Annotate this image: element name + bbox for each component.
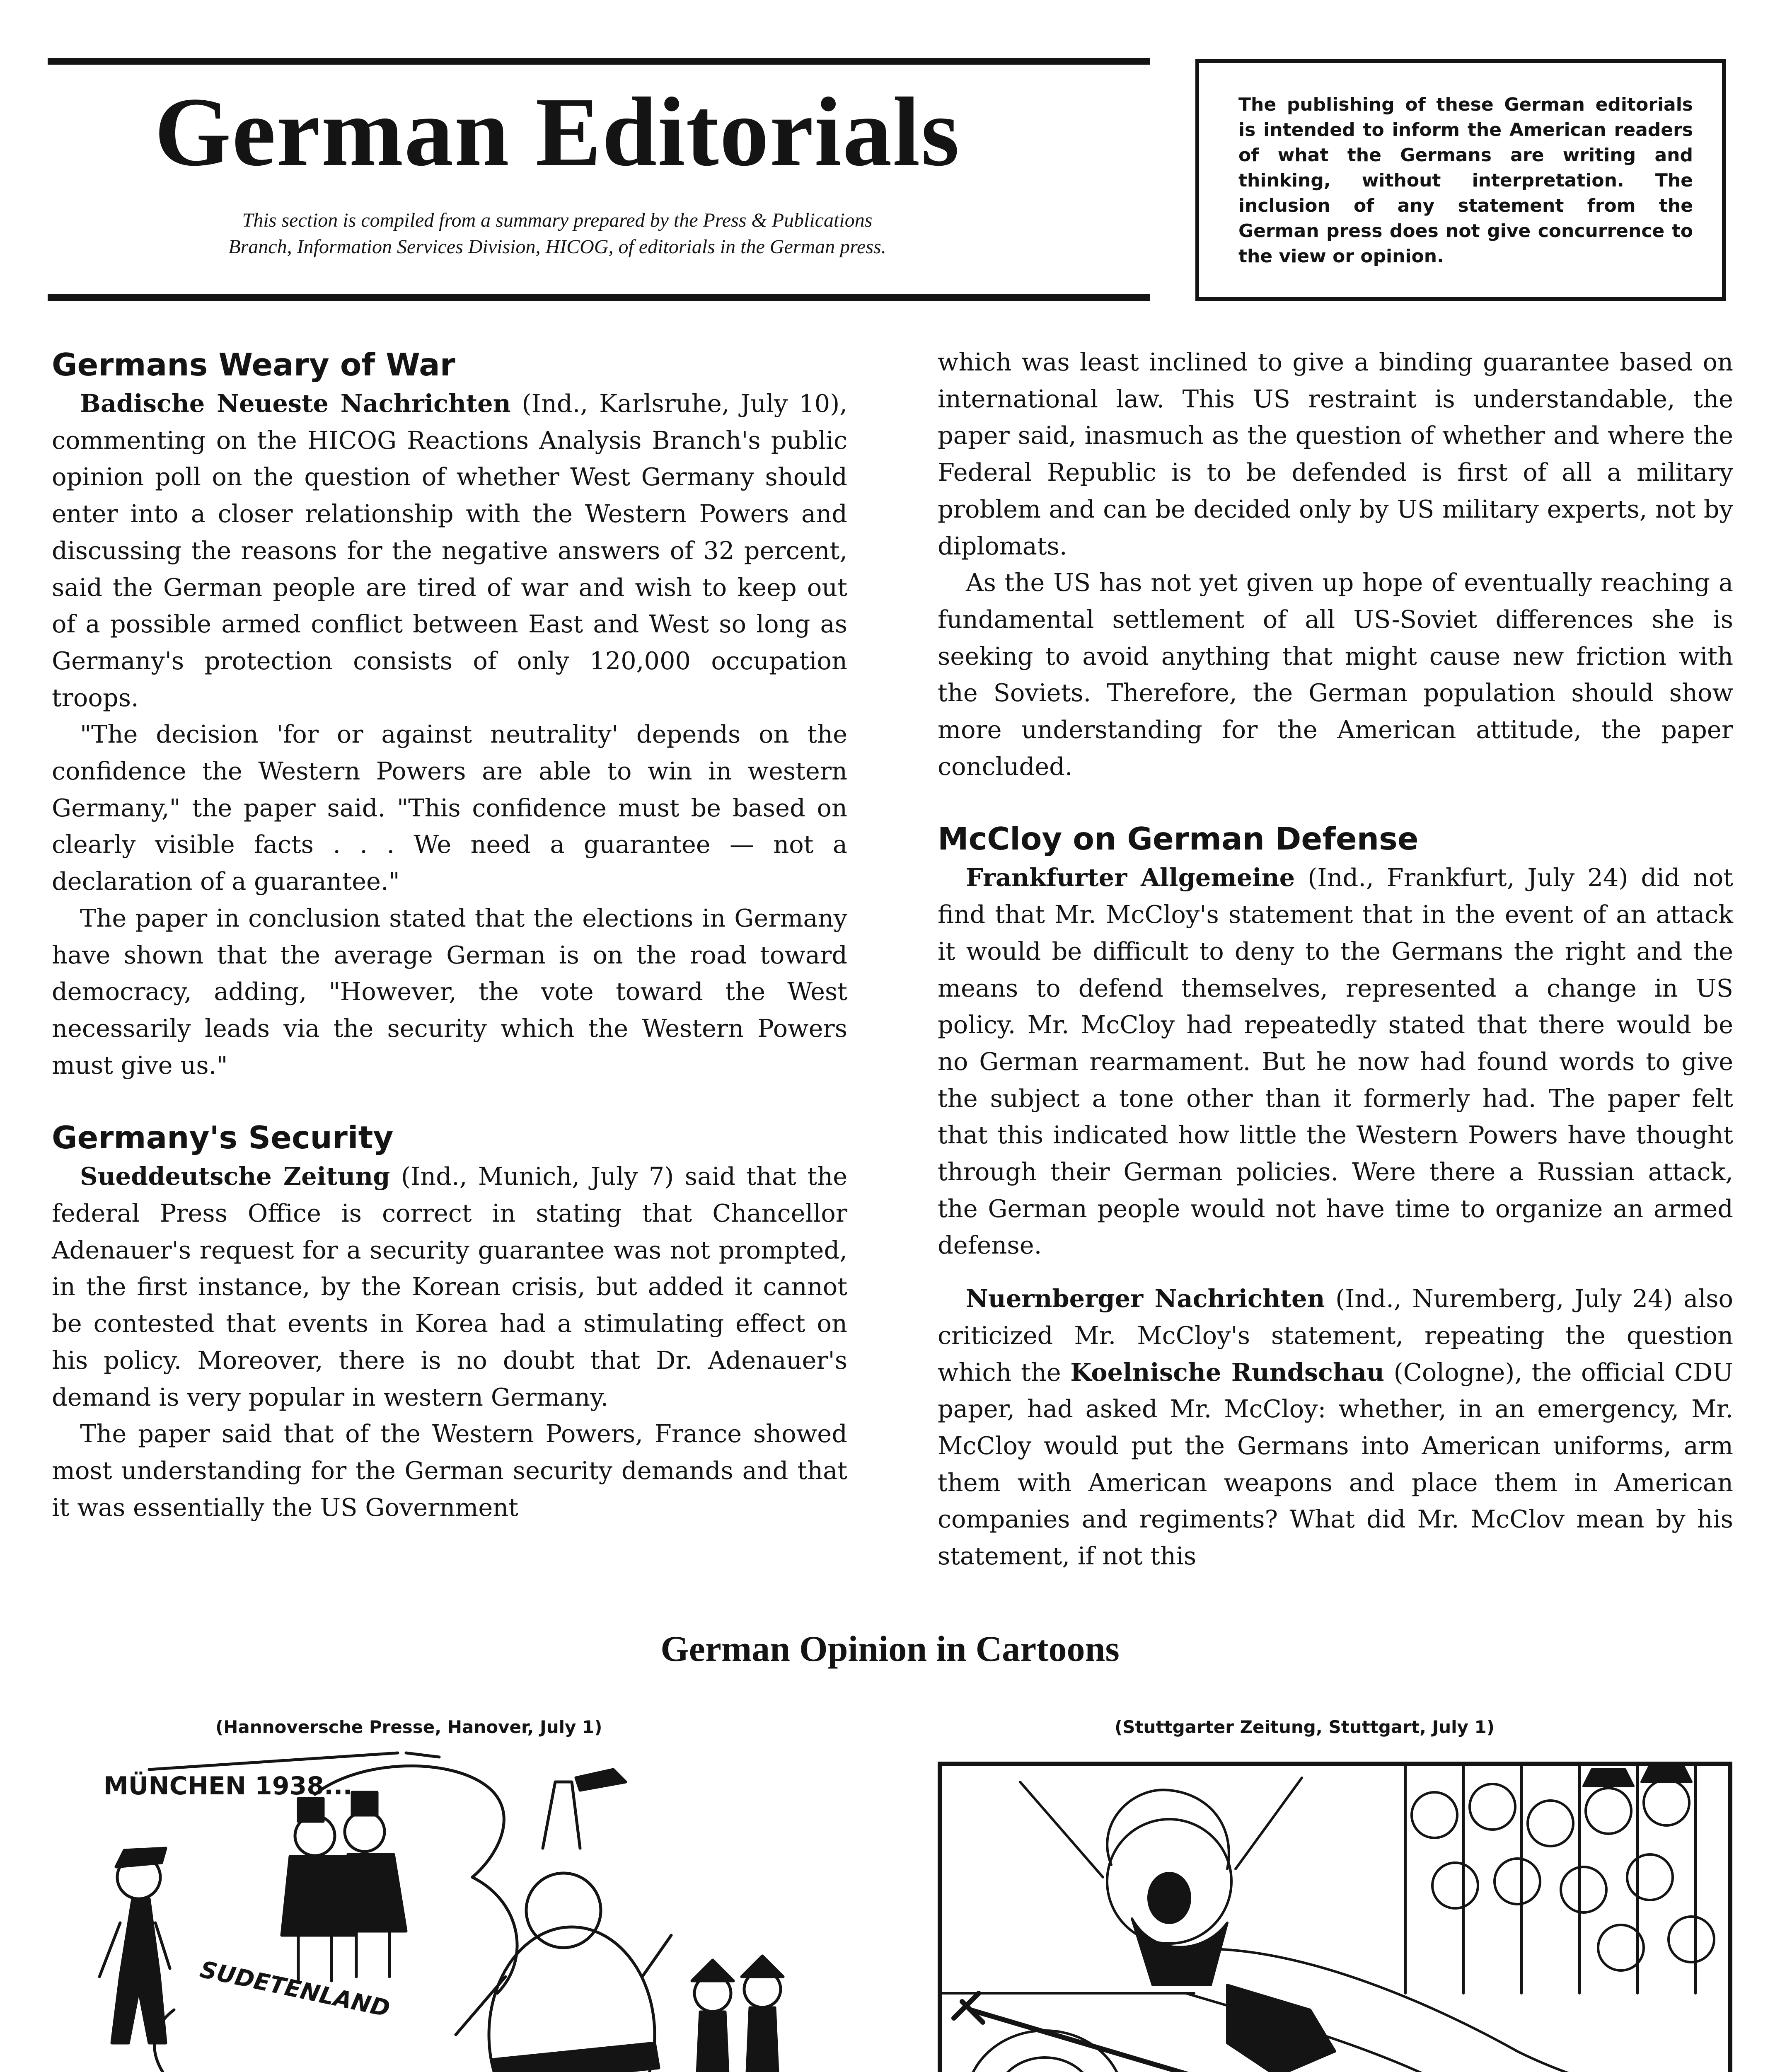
article-mccloy-paragraph-1: Frankfurter Allgemeine (Ind., Frankfurt, July 24) did not find that Mr. McCloy's statement that in the event of an attack it would be difficult to deny to the Germans the right and the means to defend themselves, represented a change in US policy. Mr. McCloy had repeatedly stated that there would be no German rearmament. But he now had found words to give the subject a tone other than it formerly had. The paper felt that this indicated how little the Western Powers have thought through their German policies. Were there a Russian attack, the German people would not have time to organize an armed defense. [938,863,1733,1260]
disclaimer-box: The publishing of these German editorials is intended to inform the American readers of what the Germans are writing and thinking, without interpretation. The inclusion of any statement from the German press does not give concurrence to the view or opinion. [1195,59,1726,301]
source-badische: Badische Neueste Nachrichten [80,389,511,418]
header-bottom-rule [48,294,1150,301]
cartoon-right-source: (Stuttgarter Zeitung, Stuttgart, July 1) [1115,1717,1495,1737]
subtitle-line-1: This section is compiled from a summary prepared by the Press & Publications [242,209,873,231]
article-security-paragraph-2: The paper said that of the Western Powers, France showed most understanding for the German security demands and that it was essentially the US Government [52,1419,847,1522]
right-column [938,344,1733,1575]
article-security-paragraph-2-continued: which was least inclined to give a binding guarantee based on international law. This US restraint is understandable, the paper said, inasmuch as the question of whether and where the Federal Republic is to be defended is first of all a military problem and can be decided only by US military experts, not by diplomats. [938,348,1733,560]
article-weary-paragraph-2: "The decision 'for or against neutrality' depends on the confidence the Western Powers are able to win in western Germany," the paper said. "This confidence must be based on clearly visible facts . . . We need a guarantee — not a declaration of a guarantee." [52,720,847,896]
article-weary-paragraph-1: Badische Neueste Nachrichten (Ind., Karlsruhe, July 10), commenting on the HICOG Reactions Analysis Branch's public opinion poll on the question of whether West Germany should enter into a closer relationship with the Western Powers and discussing the reasons for the negative answers of 32 percent, said the German people are tired of war and wish to keep out of a possible armed conflict between East and West so long as Germany's protection consists of only 120,000 occupation troops. [52,389,847,712]
cartoon-left-image [66,1745,878,2072]
cartoon-left-drawing [66,1745,878,2072]
source-sueddeutsche: Sueddeutsche Zeitung [80,1162,390,1191]
source-frankfurter: Frankfurter Allgemeine [966,863,1295,892]
page-subtitle [46,207,1069,260]
left-column [52,344,847,1526]
cartoon-left-source: (Hannoversche Presse, Hanover, July 1) [215,1717,602,1737]
subtitle-line-2: Branch, Information Services Division, HICOG, of editorials in the German press. [228,236,886,258]
cartoon-label-munich: MÜNCHEN 1938... [104,1772,353,1801]
article-security-paragraph-3: As the US has not yet given up hope of eventually reaching a fundamental settlement of all US-Soviet differences she is seeking to avoid anything that might cause new friction with the Soviets. Therefore, the German population should show more understanding for the American attitude, the paper concluded. [938,568,1733,781]
article-mccloy-paragraph-2: Nuernberger Nachrichten (Ind., Nuremberg, July 24) also criticized Mr. McCloy's statement, repeating the question which the Koelnische Rundschau (Cologne), the official CDU paper, had asked Mr. McCloy: whether, in an emergency, Mr. McCloy would put the Germans into American uniforms, arm them with American weapons and place them in American companies and regiments? What did Mr. McClov mean by his statement, if not this [938,1284,1734,1571]
cartoon-label-sudetenland: SUDETENLAND [198,1956,392,2023]
cartoons-section-title: German Opinion in Cartoons [660,1629,1120,1669]
source-nuernberger: Nuernberger Nachrichten [966,1284,1325,1313]
article-weary-paragraph-3: The paper in conclusion stated that the elections in Germany have shown that the average German is on the road toward democracy, adding, "However, the vote toward the West necessarily leads via the security which the Western Powers must give us." [52,903,847,1080]
cartoon-right-image [937,1761,1733,2072]
cartoon-right-drawing [937,1761,1733,2072]
article-security-paragraph-1: Sueddeutsche Zeitung (Ind., Munich, July 7) said that the federal Press Office is correct in stating that Chancellor Adenauer's request for a security guarantee was not prompted, in the first instance, by the Korean crisis, but added it cannot be contested that events in Korea had a stimulating effect on his policy. Moreover, there is no doubt that Dr. Adenauer's demand is very popular in western Germany. [52,1162,848,1411]
article-heading-mccloy: McCloy on German Defense [938,821,1419,857]
page-title: German Editorials [154,77,960,186]
source-koelnische: Koelnische Rundschau [1070,1358,1385,1387]
article-heading-security: Germany's Security [52,1119,394,1156]
header-top-rule [48,58,1150,65]
article-heading-weary: Germans Weary of War [52,346,455,383]
